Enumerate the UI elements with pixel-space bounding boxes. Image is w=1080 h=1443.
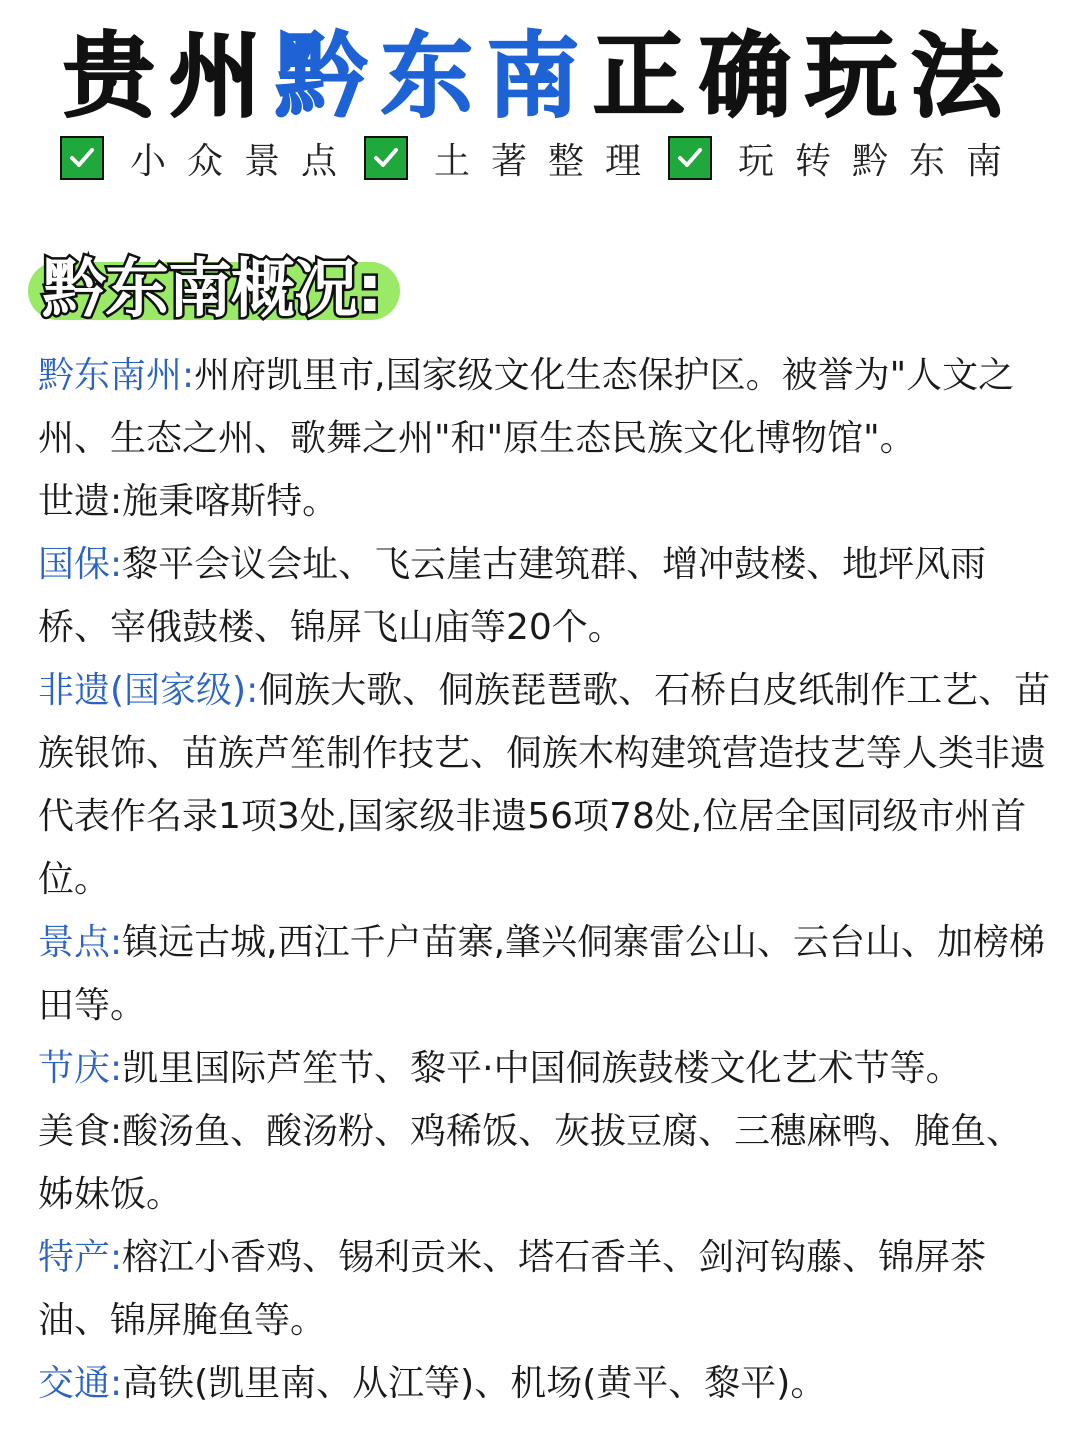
paragraph-transport [38,1352,1054,1415]
subtitle-tags [60,132,1040,184]
label-attractions: 景点: [38,922,123,963]
tag-niche-spots: 小众景点 [130,140,359,182]
text-prefecture: 州府凯里市,国家级文化生态保护区。被誉为"人文之州、生态之州、歌舞之州"和"原生态民族文化博物馆"。 [38,355,1015,459]
page-title [0,22,1080,132]
paragraph-national-protection [38,533,1054,659]
text-food: 酸汤鱼、酸汤粉、鸡稀饭、灰拔豆腐、三穗麻鸭、腌鱼、姊妹饭。 [38,1111,1023,1215]
overview-content [38,344,1054,1415]
tag-local-compiled: 土著整理 [434,140,663,182]
text-festivals: 凯里国际芦笙节、黎平·中国侗族鼓楼文化艺术节等。 [122,1048,962,1089]
text-world-heritage: 施秉喀斯特。 [122,481,339,522]
title-part-wanfa: 正确玩法 [593,23,1018,130]
check-icon [364,136,408,180]
label-specialties: 特产: [38,1237,123,1278]
check-icon [668,136,712,180]
check-icon [60,136,104,180]
text-attractions: 镇远古城,西江千户苗寨,肇兴侗寨雷公山、云台山、加榜梯田等。 [38,922,1046,1026]
paragraph-attractions [38,911,1054,1037]
label-intangible-heritage: 非遗(国家级): [38,670,259,711]
paragraph-festivals [38,1037,1054,1100]
section-header [28,238,408,328]
paragraph-food [38,1100,1054,1226]
title-part-qiandongnan: 黔东南 [274,23,593,130]
tag-explore: 玩转黔东南 [738,140,1024,182]
label-prefecture: 黔东南州: [38,355,195,396]
text-specialties: 榕江小香鸡、锡利贡米、塔石香羊、剑河钩藤、锦屏茶油、锦屏腌鱼等。 [38,1237,987,1341]
title-part-guizhou: 贵州 [62,23,275,130]
paragraph-world-heritage [38,470,1054,533]
label-national-protection: 国保: [38,544,123,585]
text-national-protection: 黎平会议会址、飞云崖古建筑群、增冲鼓楼、地坪风雨桥、宰俄鼓楼、锦屏飞山庙等20个。 [38,544,987,648]
label-transport: 交通: [38,1363,123,1404]
label-festivals: 节庆: [38,1048,123,1089]
label-world-heritage: 世遗: [38,481,123,522]
section-title: 黔东南概况: [42,253,382,327]
paragraph-prefecture [38,344,1054,470]
text-transport: 高铁(凯里南、从江等)、机场(黄平、黎平)。 [122,1363,827,1404]
label-food: 美食: [38,1111,123,1152]
text-intangible-heritage: 侗族大歌、侗族琵琶歌、石桥白皮纸制作工艺、苗族银饰、苗族芦笙制作技艺、侗族木构建筑营造技艺等人类非遗代表作名录1项3处,国家级非遗56项78处,位居全国同级市州首位。 [38,670,1051,900]
paragraph-intangible-heritage [38,659,1054,911]
paragraph-specialties [38,1226,1054,1352]
